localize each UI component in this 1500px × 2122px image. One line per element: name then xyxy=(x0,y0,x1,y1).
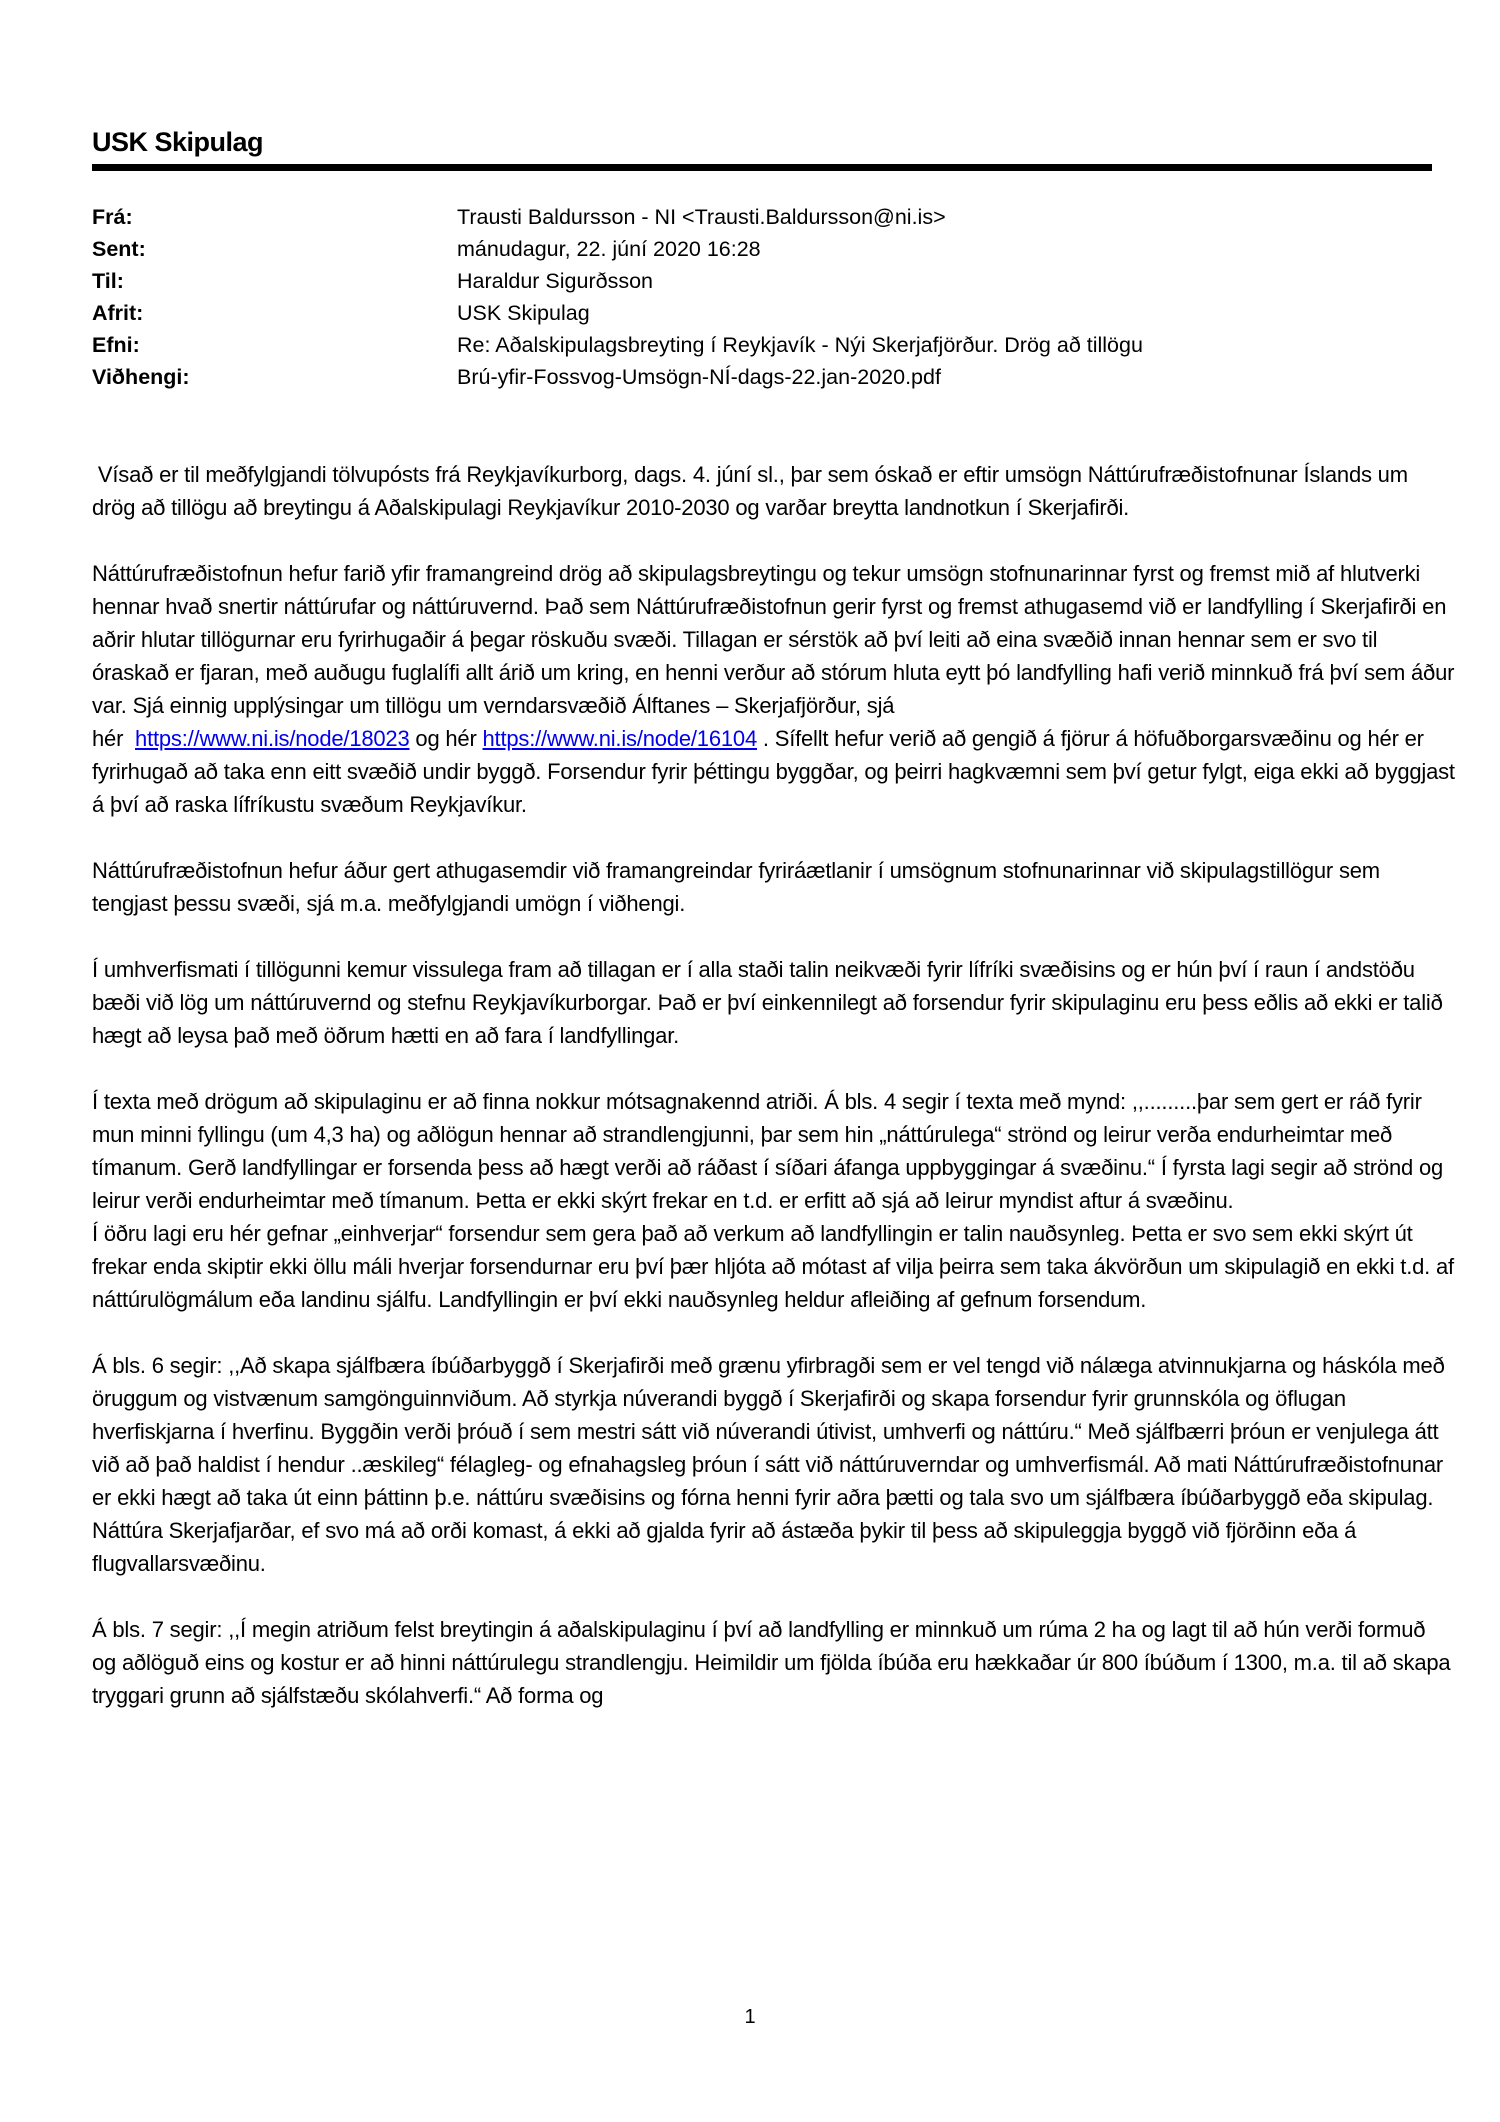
field-row-to xyxy=(92,265,1455,297)
body-text: Á bls. 6 segir: ,,Að skapa sjálfbæra íbúðarbyggð í Skerjafirði með grænu yfirbragði sem er vel tengd við nálæga atvinnukjarna og háskóla með öruggum og vistvænum samgönguinnviðum. Að styrkja núverandi byggð í Skerjafirði og skapa forsendur fyrir grunnskóla og öflugan hverfiskjarna í hverfinu. Byggðin verði þróuð í sem mestri sátt við núverandi útivist, umhverfi og náttúru.“ Með sjálfbærri þróun er venjulega átt við að það haldist í hendur ..æskileg“ félagleg- og efnahagsleg þróun í sátt við náttúruverndar og umhverfismál. Að mati Náttúrufræðistofnunar er ekki hægt að taka út einn þáttinn þ.e. náttúru svæðisins og fórna henni fyrir aðra þætti og tala svo um sjálfbæra íbúðarbyggð eða skipulag. Náttúra Skerjafjarðar, ef svo má að orði komast, á ekki að gjalda fyrir að ástæða þykir til þess að skipuleggja byggð við fjörðinn eða á flugvallarsvæðinu. xyxy=(92,1353,1451,1577)
body-paragraph xyxy=(92,1349,1455,1580)
field-row-attachment xyxy=(92,361,1455,393)
from-value: Trausti Baldursson - NI <Trausti.Baldursson@ni.is> xyxy=(457,205,946,230)
body-text: og hér xyxy=(409,726,483,752)
field-row-from xyxy=(92,201,1455,233)
subject-value: Re: Aðalskipulagsbreyting í Reykjavík - Nýi Skerjafjörður. Drög að tillögu xyxy=(457,333,1143,358)
body-text: . Sífellt hefur verið að gengið á fjörur á höfuðborgarsvæðinu og hér er fyrirhugað að taka enn eitt svæðið undir byggð. Forsendur fyrir þéttingu byggðar, og þeirri hagkvæmni sem því getur fylgt, eiga ekki að byggjast á því að raska lífríkustu svæðum Reykjavíkur. xyxy=(92,726,1461,818)
body-paragraph xyxy=(92,1613,1455,1712)
body-paragraph xyxy=(92,557,1461,821)
body-paragraph xyxy=(92,953,1455,1052)
hyperlink[interactable]: https://www.ni.is/node/18023 xyxy=(135,726,410,752)
email-body xyxy=(92,458,1461,1712)
to-value: Haraldur Sigurðsson xyxy=(457,269,653,294)
title-divider xyxy=(92,164,1432,171)
sent-label: Sent: xyxy=(92,237,146,262)
attachment-label: Viðhengi: xyxy=(92,365,190,390)
field-row-cc xyxy=(92,297,1455,329)
page-footer xyxy=(0,2002,1500,2032)
body-text: Í texta með drögum að skipulaginu er að finna nokkur mótsagnakennd atriði. Á bls. 4 segir í texta með mynd: ,,.........þar sem gert er ráð fyrir mun minni fyllingu (um 4,3 ha) og aðlögun hennar að strandlengjunni, þar sem hin „náttúrulega“ strönd og leirur verða endurheimtar með tímanum. Gerð landfyllingar er forsenda þess að hægt verði að ráðast í síðari áfanga uppbyggingar á svæðinu.“ Í fyrsta lagi segir að strönd og leirur verði endurheimtar með tímanum. Þetta er ekki skýrt frekar en t.d. er erfitt að sjá að leirur myndist aftur á svæðinu. xyxy=(92,1089,1449,1214)
field-row-subject xyxy=(92,329,1455,361)
cc-value: USK Skipulag xyxy=(457,301,590,326)
from-label: Frá: xyxy=(92,205,133,230)
body-text: Í umhverfismati í tillögunni kemur vissulega fram að tillagan er í alla staði talin neikvæði fyrir lífríki svæðisins og er hún því í raun í andstöðu bæði við lög um náttúruvernd og stefnu Reykjavíkurborgar. Það er því einkennilegt að forsendur fyrir skipulaginu eru þess eðlis að ekki er talið hægt að leysa það með öðrum hætti en að fara í landfyllingar. xyxy=(92,957,1449,1049)
email-header-fields xyxy=(92,201,1455,393)
body-paragraph xyxy=(92,458,1455,524)
field-row-sent xyxy=(92,233,1455,265)
hyperlink[interactable]: https://www.ni.is/node/16104 xyxy=(482,726,757,752)
cc-label: Afrit: xyxy=(92,301,144,326)
page-title: USK Skipulag xyxy=(92,127,264,157)
subject-label: Efni: xyxy=(92,333,140,358)
body-paragraph xyxy=(92,854,1455,920)
attachment-value: Brú-yfir-Fossvog-Umsögn-NÍ-dags-22.jan-2020.pdf xyxy=(457,365,941,390)
to-label: Til: xyxy=(92,269,124,294)
body-text: Náttúrufræðistofnun hefur farið yfir framangreind drög að skipulagsbreytingu og tekur umsögn stofnunarinnar fyrst og fremst mið af hlutverki hennar hvað snertir náttúrufar og náttúruvernd. Það sem Náttúrufræðistofnun gerir fyrst og fremst athugasemd við er landfylling í Skerjafirði en aðrir hlutar tillögurnar eru fyrirhugaðir á þegar röskuðu svæði. Tillagan er sérstök að því leiti að eina svæðið innan hennar sem er svo til óraskað er fjaran, með auðugu fuglalífi allt árið um kring, en henni verður að stórum hluta eytt þó landfylling hafi verið minnkuð frá því sem áður var. Sjá einnig upplýsingar um tillögu um verndarsvæðið Álftanes – Skerjafjörður, sjá xyxy=(92,561,1461,719)
body-text: hér xyxy=(92,726,136,752)
body-text: Í öðru lagi eru hér gefnar „einhverjar“ forsendur sem gera það að verkum að landfyllingin er talin nauðsynleg. Þetta er svo sem ekki skýrt út frekar enda skiptir ekki öllu máli hverjar forsendurnar eru því þær hljóta að mótast af vilja þeirra sem taka ákvörðun um skipulagið en ekki t.d. af náttúrulögmálum eða landinu sjálfu. Landfyllingin er því ekki nauðsynleg heldur afleiðing af gefnum forsendum. xyxy=(92,1221,1460,1313)
body-text: Vísað er til meðfylgjandi tölvupósts frá Reykjavíkurborg, dags. 4. júní sl., þar sem óskað er eftir umsögn Náttúrufræðistofnunar Íslands um drög að tillögu að breytingu á Aðalskipulagi Reykjavíkur 2010-2030 og varðar breytta landnotkun í Skerjafirði. xyxy=(92,462,1414,521)
body-paragraph xyxy=(92,1085,1460,1316)
body-text: Á bls. 7 segir: ,,Í megin atriðum felst breytingin á aðalskipulaginu í því að landfylling er minnkuð um rúma 2 ha og lagt til að hún verði formuð og aðlöguð eins og kostur er að hinni náttúrulegu strandlengju. Heimildir um fjölda íbúða eru hækkaðar úr 800 íbúðum í 1300, m.a. til að skapa tryggari grunn að sjálfstæðu skólahverfi.“ Að forma og xyxy=(92,1617,1457,1709)
sent-value: mánudagur, 22. júní 2020 16:28 xyxy=(457,237,761,262)
body-text: Náttúrufræðistofnun hefur áður gert athugasemdir við framangreindar fyriráætlanir í umsögnum stofnunarinnar við skipulagstillögur sem tengjast þessu svæði, sjá m.a. meðfylgjandi umögn í viðhengi. xyxy=(92,858,1386,917)
page-number: 1 xyxy=(744,2006,756,2028)
